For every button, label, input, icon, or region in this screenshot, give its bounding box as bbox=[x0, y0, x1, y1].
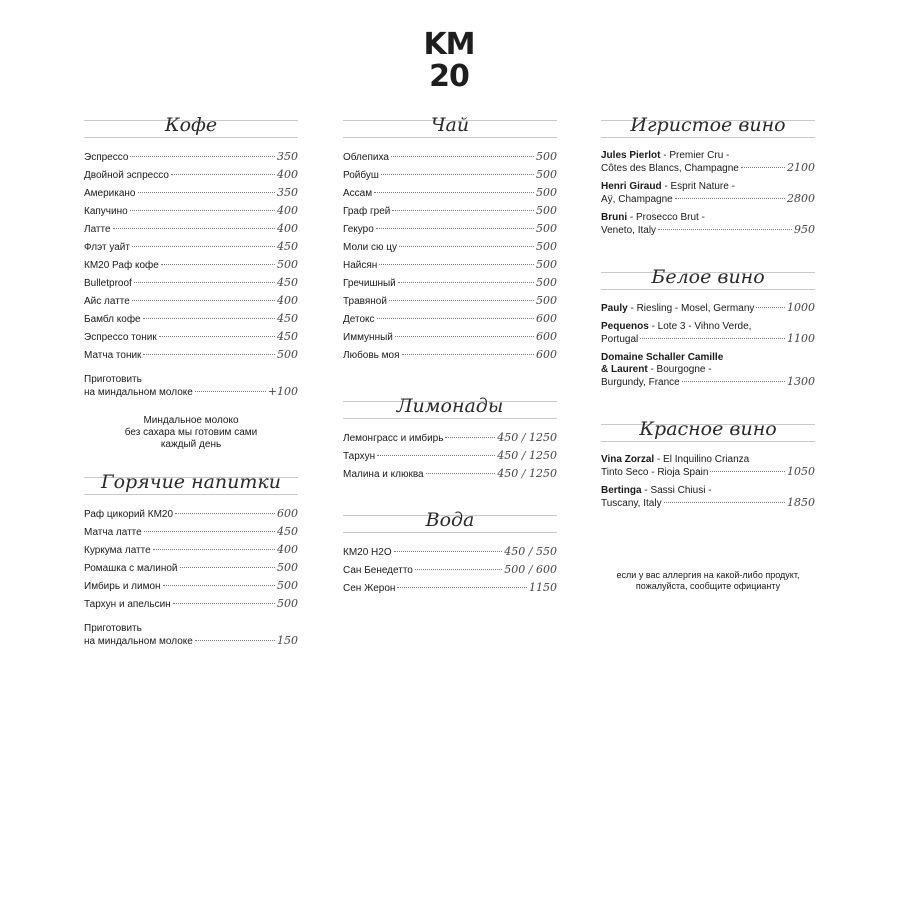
almond-milk-note: Приготовить на миндальном молоке +100 bbox=[84, 374, 298, 398]
menu-item: Ассам 500 bbox=[343, 186, 557, 199]
menu-item: Двойной эспрессо 400 bbox=[84, 168, 298, 181]
red-wine-title: Красное вино bbox=[601, 424, 815, 446]
sparkling-section bbox=[601, 114, 815, 243]
wine-item: Jules Pierlot - Premier Cru - Côtes des Blancs, Champagne 2100 bbox=[601, 150, 815, 174]
hot-drinks-list bbox=[84, 505, 298, 613]
menu-item: Найсян 500 bbox=[343, 258, 557, 271]
water-section bbox=[343, 509, 557, 597]
wine-item: Vina Zorzal - El Inquilino Crianza Tinto Seco - Rioja Spain 1050 bbox=[601, 454, 815, 478]
tea-title: Чай bbox=[343, 120, 557, 142]
coffee-section bbox=[84, 114, 298, 451]
wine-item: Bertinga - Sassi Chiusi - Tuscany, Italy 1850 bbox=[601, 485, 815, 509]
menu-item: Сан Бенедетто 500 / 600 bbox=[343, 563, 557, 576]
menu-item: Малина и клюква 450 / 1250 bbox=[343, 467, 557, 480]
lemonade-list bbox=[343, 429, 557, 483]
menu-item: Айс латте 400 bbox=[84, 294, 298, 307]
menu-item: Эспрессо 350 bbox=[84, 150, 298, 163]
menu-item: Граф грей 500 bbox=[343, 204, 557, 217]
menu-item: Облепиха 500 bbox=[343, 150, 557, 163]
wine-item: Henri Giraud - Esprit Nature - Aÿ, Champagne 2800 bbox=[601, 181, 815, 205]
tea-list bbox=[343, 148, 557, 364]
menu-item: Куркума латте 400 bbox=[84, 543, 298, 556]
menu-item: Иммунный 600 bbox=[343, 330, 557, 343]
menu-item: Травяной 500 bbox=[343, 294, 557, 307]
water-list bbox=[343, 543, 557, 597]
menu-item: Bulletproof 450 bbox=[84, 276, 298, 289]
menu-item: Ромашка с малиной 500 bbox=[84, 561, 298, 574]
lemonade-section bbox=[343, 395, 557, 483]
hot-drinks-title: Горячие напитки bbox=[84, 477, 298, 499]
hot-drinks-section bbox=[84, 471, 298, 648]
menu-item: Любовь моя 600 bbox=[343, 348, 557, 361]
menu-item: КМ20 Раф кофе 500 bbox=[84, 258, 298, 271]
menu-item: Лемонграсс и имбирь 450 / 1250 bbox=[343, 431, 557, 444]
logo-line-1: KM bbox=[423, 27, 475, 62]
hot-almond-note: Приготовить на миндальном молоке 150 bbox=[84, 623, 298, 647]
menu-item: Эспрессо тоник 450 bbox=[84, 330, 298, 343]
tea-section bbox=[343, 114, 557, 364]
menu-item: Гречишный 500 bbox=[343, 276, 557, 289]
menu-item: Капучино 400 bbox=[84, 204, 298, 217]
white-wine-title: Белое вино bbox=[601, 272, 815, 294]
menu-item: Раф цикорий КМ20 600 bbox=[84, 507, 298, 520]
coffee-list bbox=[84, 148, 298, 364]
logo-line-2: 20 bbox=[429, 59, 469, 94]
menu-item: Матча латте 450 bbox=[84, 525, 298, 538]
wine-item: Pequenos - Lote 3 - Vihno Verde, Portugal 1100 bbox=[601, 321, 815, 345]
menu-item: Ройбуш 500 bbox=[343, 168, 557, 181]
menu-item: Флэт уайт 450 bbox=[84, 240, 298, 253]
white-wine-section bbox=[601, 266, 815, 395]
menu-item: КМ20 Н2О 450 / 550 bbox=[343, 545, 557, 558]
menu-item: Детокс 600 bbox=[343, 312, 557, 325]
menu-item: Имбирь и лимон 500 bbox=[84, 579, 298, 592]
almond-milk-info: Миндальное молоко без сахара мы готовим сами каждый день bbox=[124, 415, 258, 450]
water-title: Вода bbox=[343, 515, 557, 537]
red-wine-section bbox=[601, 418, 815, 516]
allergy-note: если у вас аллергия на какой-либо продукт, пожалуйста, сообщите официанту bbox=[616, 570, 800, 591]
lemonade-title: Лимонады bbox=[343, 401, 557, 423]
menu-item: Латте 400 bbox=[84, 222, 298, 235]
wine-item: Bruni - Prosecco Brut - Veneto, Italy 950 bbox=[601, 212, 815, 236]
menu-item: Тархун и апельсин 500 bbox=[84, 597, 298, 610]
menu-item: Сен Жерон 1150 bbox=[343, 581, 557, 594]
wine-item: Pauly - Riesling - Mosel, Germany 1000 bbox=[601, 301, 815, 314]
menu-item: Тархун 450 / 1250 bbox=[343, 449, 557, 462]
coffee-title: Кофе bbox=[84, 120, 298, 142]
sparkling-title: Игристое вино bbox=[601, 120, 815, 142]
menu-item: Гекуро 500 bbox=[343, 222, 557, 235]
wine-item: Domaine Schaller Camille & Laurent - Bourgogne - Burgundy, France 1300 bbox=[601, 352, 815, 388]
menu-item: Моли сю цу 500 bbox=[343, 240, 557, 253]
menu-item: Матча тоник 500 bbox=[84, 348, 298, 361]
menu-item: Американо 350 bbox=[84, 186, 298, 199]
logo bbox=[417, 27, 481, 94]
menu-item: Бамбл кофе 450 bbox=[84, 312, 298, 325]
